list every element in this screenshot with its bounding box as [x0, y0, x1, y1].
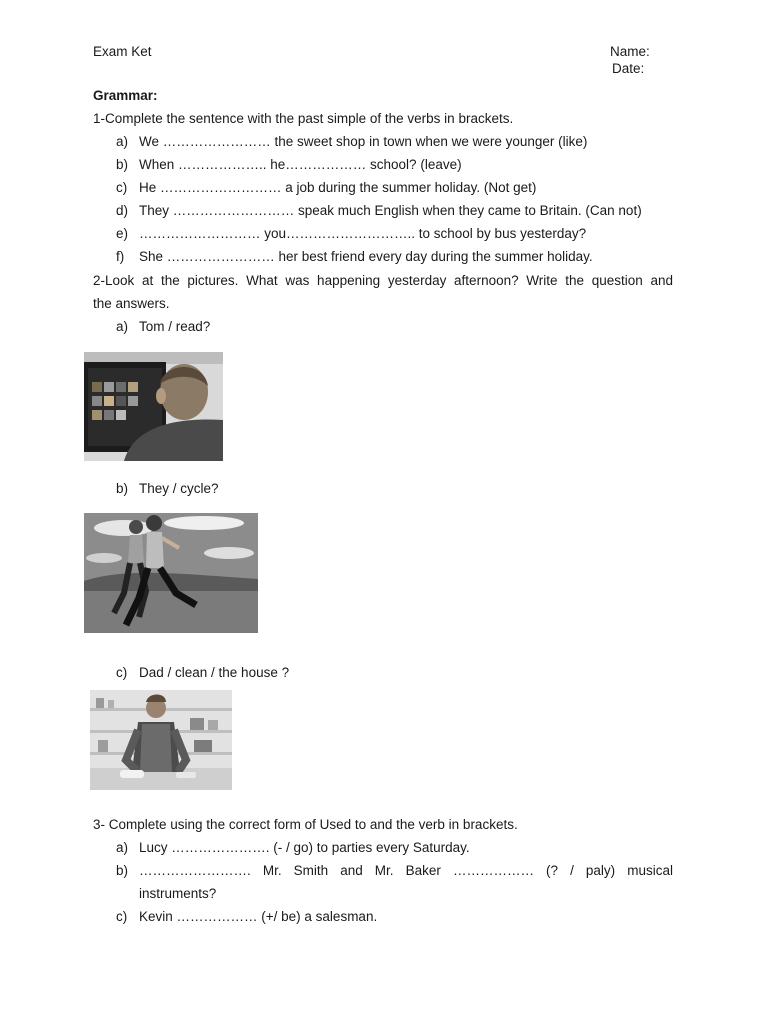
- item-letter: e): [116, 226, 129, 241]
- name-label: Name:: [610, 44, 650, 59]
- item-text: ……………………… you……………………….. to school by bus yesterday?: [139, 226, 587, 241]
- item-letter: a): [116, 134, 129, 149]
- item-text-line1: ……………………. Mr. Smith and Mr. Baker ……………… (? / paly) musical: [139, 863, 673, 878]
- grammar-heading: Grammar:: [93, 88, 158, 103]
- item-letter: c): [116, 665, 128, 680]
- item-letter: b): [116, 863, 129, 878]
- item-text: We …………………… the sweet shop in town when we were younger (like): [139, 134, 588, 149]
- item-text: Lucy …………………. (- / go) to parties every Saturday.: [139, 840, 470, 855]
- person-at-computer-photo: [84, 352, 223, 461]
- item-text: When ……………….. he……………… school? (leave): [139, 157, 462, 172]
- item-letter: c): [116, 180, 128, 195]
- item-text-line2: instruments?: [139, 886, 217, 901]
- item-text: Dad / clean / the house ?: [139, 665, 290, 680]
- item-text: He ……………………… a job during the summer holiday. (Not get): [139, 180, 537, 195]
- exam-title: Exam Ket: [93, 44, 152, 59]
- item-letter: a): [116, 840, 129, 855]
- item-letter: c): [116, 909, 128, 924]
- item-letter: b): [116, 481, 129, 496]
- item-letter: d): [116, 203, 129, 218]
- item-text: They ……………………… speak much English when they came to Britain. (Can not): [139, 203, 642, 218]
- item-text: Tom / read?: [139, 319, 211, 334]
- two-women-running-photo: [84, 513, 258, 633]
- date-label: Date:: [612, 61, 645, 76]
- man-cleaning-kitchen-photo: [90, 690, 232, 790]
- item-letter: f): [116, 249, 125, 264]
- section1-instruction: 1-Complete the sentence with the past simple of the verbs in brackets.: [93, 111, 514, 126]
- section2-instruction-line2: the answers.: [93, 296, 170, 311]
- item-text: Kevin ……………… (+/ be) a salesman.: [139, 909, 378, 924]
- section3-instruction: 3- Complete using the correct form of Used to and the verb in brackets.: [93, 817, 518, 832]
- item-letter: a): [116, 319, 129, 334]
- item-letter: b): [116, 157, 129, 172]
- item-text: They / cycle?: [139, 481, 219, 496]
- item-text: She …………………… her best friend every day during the summer holiday.: [139, 249, 593, 264]
- section2-instruction-line1: 2-Look at the pictures. What was happening yesterday afternoon? Write the question and: [93, 273, 673, 288]
